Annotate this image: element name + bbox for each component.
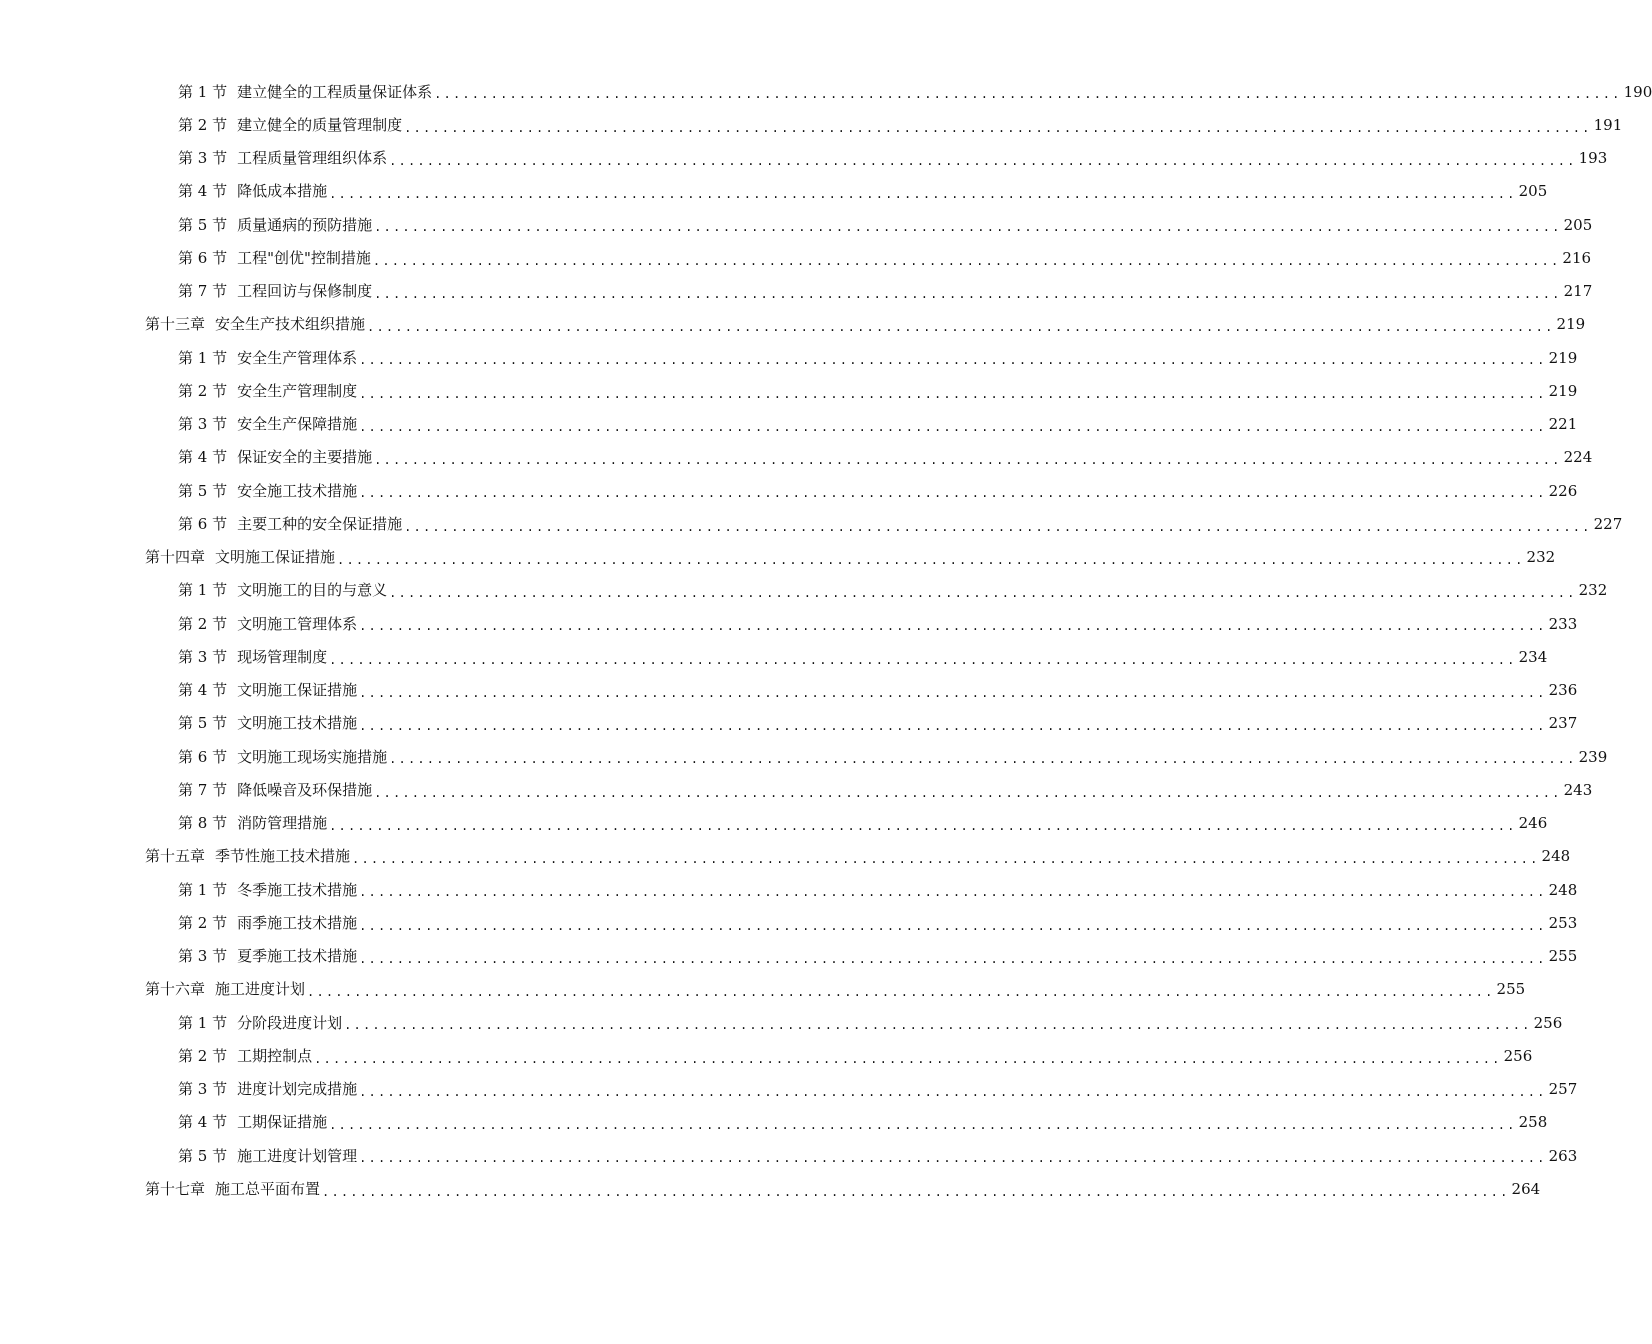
toc-dot-leader: .............................................................................................................................. [314,1051,1502,1066]
toc-entry-number: 第 4 节 [178,182,228,201]
toc-entry-title: 冬季施工技术措施 [237,880,358,899]
toc-entry-number: 第 4 节 [178,681,228,700]
toc-entry-title: 文明施工现场实施措施 [237,747,388,766]
toc-section-entry[interactable] [0,674,1578,707]
toc-entry-page-number: 219 [1548,348,1578,367]
toc-entry-page-number: 205 [1518,182,1548,201]
toc-entry-number: 第 2 节 [178,381,228,400]
toc-entry-number: 第 6 节 [178,514,228,533]
toc-dot-leader: .............................................................................................................................. [344,1018,1532,1033]
toc-entry-page-number: 217 [1563,282,1593,301]
toc-section-entry[interactable] [0,507,1623,540]
toc-entry-number: 第十五章 [145,847,206,866]
toc-entry-number: 第 5 节 [178,481,228,500]
toc-entry-page-number: 226 [1548,481,1578,500]
toc-entry-page-number: 224 [1563,448,1593,467]
toc-section-entry[interactable] [0,740,1608,773]
toc-entry-number: 第十三章 [145,315,206,334]
toc-entry-number: 第 8 节 [178,814,228,833]
toc-entry-page-number: 190 [1623,82,1652,101]
toc-dot-leader: .............................................................................................................................. [372,253,1561,268]
toc-entry-title: 保证安全的主要措施 [237,448,373,467]
toc-entry-number: 第十四章 [145,548,206,567]
toc-dot-leader: .............................................................................................................................. [359,885,1547,900]
toc-entry-title: 消防管理措施 [237,814,328,833]
toc-entry-page-number: 248 [1548,880,1578,899]
toc-entry-title: 建立健全的工程质量保证体系 [237,82,433,101]
toc-entry-number: 第 2 节 [178,115,228,134]
toc-entry-title: 分阶段进度计划 [237,1013,343,1032]
toc-entry-title: 安全施工技术措施 [237,481,358,500]
table-of-contents [0,75,1652,1206]
toc-entry-number: 第 3 节 [178,1080,228,1099]
toc-section-entry[interactable] [0,707,1578,740]
toc-section-entry[interactable] [0,607,1578,640]
toc-entry-title: 降低噪音及环保措施 [237,780,373,799]
toc-entry-title: 文明施工技术措施 [237,714,358,733]
toc-dot-leader: .............................................................................................................................. [359,386,1547,401]
toc-dot-leader: .............................................................................................................................. [374,286,1562,301]
toc-entry-title: 文明施工的目的与意义 [237,581,388,600]
toc-entry-number: 第 2 节 [178,614,228,633]
toc-dot-leader: .............................................................................................................................. [329,818,1517,833]
toc-entry-page-number: 263 [1548,1146,1578,1165]
toc-chapter-entry[interactable] [0,541,1556,574]
toc-entry-page-number: 255 [1548,947,1578,966]
toc-section-entry[interactable] [0,408,1578,441]
toc-entry-title: 工程质量管理组织体系 [237,149,388,168]
toc-entry-number: 第十六章 [145,980,206,999]
toc-entry-number: 第 7 节 [178,282,228,301]
toc-chapter-entry[interactable] [0,840,1571,873]
toc-section-entry[interactable] [0,374,1578,407]
toc-dot-leader: .............................................................................................................................. [389,752,1577,767]
toc-section-entry[interactable] [0,640,1548,673]
toc-entry-page-number: 234 [1518,647,1548,666]
toc-entry-page-number: 221 [1548,415,1578,434]
toc-entry-title: 施工进度计划 [215,980,306,999]
toc-section-entry[interactable] [0,940,1578,973]
toc-entry-page-number: 243 [1563,780,1593,799]
toc-entry-page-number: 191 [1593,115,1623,134]
toc-entry-number: 第 3 节 [178,415,228,434]
toc-entry-number: 第 5 节 [178,215,228,234]
toc-entry-title: 安全生产管理制度 [237,381,358,400]
toc-section-entry[interactable] [0,241,1592,274]
toc-chapter-entry[interactable] [0,308,1586,341]
toc-entry-title: 安全生产技术组织措施 [215,315,366,334]
toc-section-entry[interactable] [0,441,1593,474]
toc-section-entry[interactable] [0,1139,1578,1172]
toc-entry-number: 第 1 节 [178,348,228,367]
toc-entry-number: 第 2 节 [178,1046,228,1065]
toc-entry-page-number: 219 [1548,381,1578,400]
toc-entry-title: 工期保证措施 [237,1113,328,1132]
toc-entry-number: 第十七章 [145,1179,206,1198]
toc-section-entry[interactable] [0,341,1578,374]
toc-dot-leader: .............................................................................................................................. [322,1184,1510,1199]
toc-section-entry[interactable] [0,474,1578,507]
toc-section-entry[interactable] [0,1106,1548,1139]
toc-dot-leader: .............................................................................................................................. [404,120,1592,135]
toc-entry-number: 第 7 节 [178,780,228,799]
toc-entry-page-number: 256 [1533,1013,1563,1032]
toc-entry-title: 工程"创优"控制措施 [237,248,371,267]
toc-dot-leader: .............................................................................................................................. [367,320,1555,334]
toc-entry-title: 施工总平面布置 [215,1179,321,1198]
toc-dot-leader: .............................................................................................................................. [359,1084,1547,1099]
toc-entry-page-number: 233 [1548,614,1578,633]
toc-entry-page-number: 256 [1503,1046,1533,1065]
toc-dot-leader: .............................................................................................................................. [389,153,1577,168]
toc-entry-title: 雨季施工技术措施 [237,913,358,932]
toc-entry-number: 第 1 节 [178,1013,228,1032]
toc-dot-leader: .............................................................................................................................. [337,552,1525,567]
toc-entry-title: 建立健全的质量管理制度 [237,115,403,134]
toc-entry-page-number: 216 [1562,248,1592,267]
toc-entry-title: 进度计划完成措施 [237,1080,358,1099]
toc-entry-page-number: 239 [1578,747,1608,766]
toc-entry-number: 第 2 节 [178,913,228,932]
toc-entry-page-number: 205 [1563,215,1593,234]
toc-dot-leader: .............................................................................................................................. [359,951,1547,966]
toc-dot-leader: .............................................................................................................................. [374,453,1562,467]
toc-entry-number: 第 4 节 [178,448,228,467]
toc-entry-page-number: 232 [1578,581,1608,600]
toc-entry-title: 文明施工保证措施 [215,548,336,567]
toc-section-entry[interactable] [0,1039,1533,1072]
toc-section-entry[interactable] [0,906,1578,939]
toc-section-entry[interactable] [0,275,1593,308]
toc-dot-leader: .............................................................................................................................. [359,918,1547,933]
toc-entry-number: 第 1 节 [178,880,228,899]
toc-dot-leader: .............................................................................................................................. [389,586,1577,600]
toc-dot-leader: .............................................................................................................................. [374,785,1562,800]
toc-chapter-entry[interactable] [0,973,1526,1006]
toc-dot-leader: .............................................................................................................................. [329,652,1517,667]
toc-section-entry[interactable] [0,1073,1578,1106]
toc-entry-page-number: 246 [1518,814,1548,833]
toc-entry-number: 第 5 节 [178,1146,228,1165]
toc-dot-leader: .............................................................................................................................. [374,220,1562,235]
toc-entry-page-number: 227 [1593,514,1623,533]
toc-chapter-entry[interactable] [0,1172,1541,1205]
toc-entry-title: 安全生产保障措施 [237,415,358,434]
toc-entry-title: 工程回访与保修制度 [237,282,373,301]
toc-entry-number: 第 6 节 [178,747,228,766]
toc-entry-title: 主要工种的安全保证措施 [237,514,403,533]
toc-entry-number: 第 1 节 [178,581,228,600]
toc-entry-number: 第 3 节 [178,647,228,666]
toc-dot-leader: .............................................................................................................................. [352,852,1540,866]
toc-section-entry[interactable] [0,75,1652,108]
toc-dot-leader: .............................................................................................................................. [404,519,1592,534]
toc-section-entry[interactable] [0,1006,1563,1039]
toc-entry-number: 第 1 节 [178,82,228,101]
toc-entry-page-number: 193 [1578,149,1608,168]
toc-entry-number: 第 3 节 [178,947,228,966]
toc-entry-page-number: 257 [1548,1080,1578,1099]
toc-section-entry[interactable] [0,807,1548,840]
toc-entry-title: 降低成本措施 [237,182,328,201]
toc-entry-page-number: 258 [1518,1113,1548,1132]
toc-entry-title: 现场管理制度 [237,647,328,666]
toc-entry-page-number: 253 [1548,913,1578,932]
toc-section-entry[interactable] [0,873,1578,906]
toc-dot-leader: .............................................................................................................................. [359,685,1547,700]
toc-dot-leader: .............................................................................................................................. [307,985,1495,999]
toc-entry-number: 第 3 节 [178,149,228,168]
toc-section-entry[interactable] [0,142,1608,175]
toc-entry-title: 季节性施工技术措施 [215,847,351,866]
toc-entry-number: 第 5 节 [178,714,228,733]
toc-entry-title: 施工进度计划管理 [237,1146,358,1165]
toc-entry-title: 工期控制点 [237,1046,313,1065]
toc-entry-page-number: 237 [1548,714,1578,733]
toc-entry-number: 第 4 节 [178,1113,228,1132]
toc-entry-page-number: 255 [1496,980,1526,999]
toc-dot-leader: .............................................................................................................................. [359,419,1547,434]
toc-section-entry[interactable] [0,574,1608,607]
toc-dot-leader: .............................................................................................................................. [434,87,1622,102]
toc-dot-leader: .............................................................................................................................. [359,619,1547,634]
toc-section-entry[interactable] [0,108,1623,141]
toc-entry-title: 文明施工管理体系 [237,614,358,633]
toc-section-entry[interactable] [0,175,1548,208]
toc-dot-leader: .............................................................................................................................. [329,187,1517,201]
toc-entry-page-number: 248 [1541,847,1571,866]
toc-entry-title: 文明施工保证措施 [237,681,358,700]
toc-section-entry[interactable] [0,208,1593,241]
toc-entry-title: 质量通病的预防措施 [237,215,373,234]
toc-entry-number: 第 6 节 [178,248,228,267]
toc-dot-leader: .............................................................................................................................. [359,486,1547,501]
toc-section-entry[interactable] [0,773,1593,806]
toc-dot-leader: .............................................................................................................................. [359,719,1547,733]
toc-entry-page-number: 236 [1548,681,1578,700]
toc-entry-title: 夏季施工技术措施 [237,947,358,966]
toc-entry-title: 安全生产管理体系 [237,348,358,367]
toc-entry-page-number: 264 [1511,1179,1541,1198]
toc-dot-leader: .............................................................................................................................. [359,1151,1547,1166]
toc-dot-leader: .............................................................................................................................. [359,353,1547,368]
toc-dot-leader: .............................................................................................................................. [329,1118,1517,1132]
toc-entry-page-number: 219 [1556,315,1586,334]
toc-entry-page-number: 232 [1526,548,1556,567]
